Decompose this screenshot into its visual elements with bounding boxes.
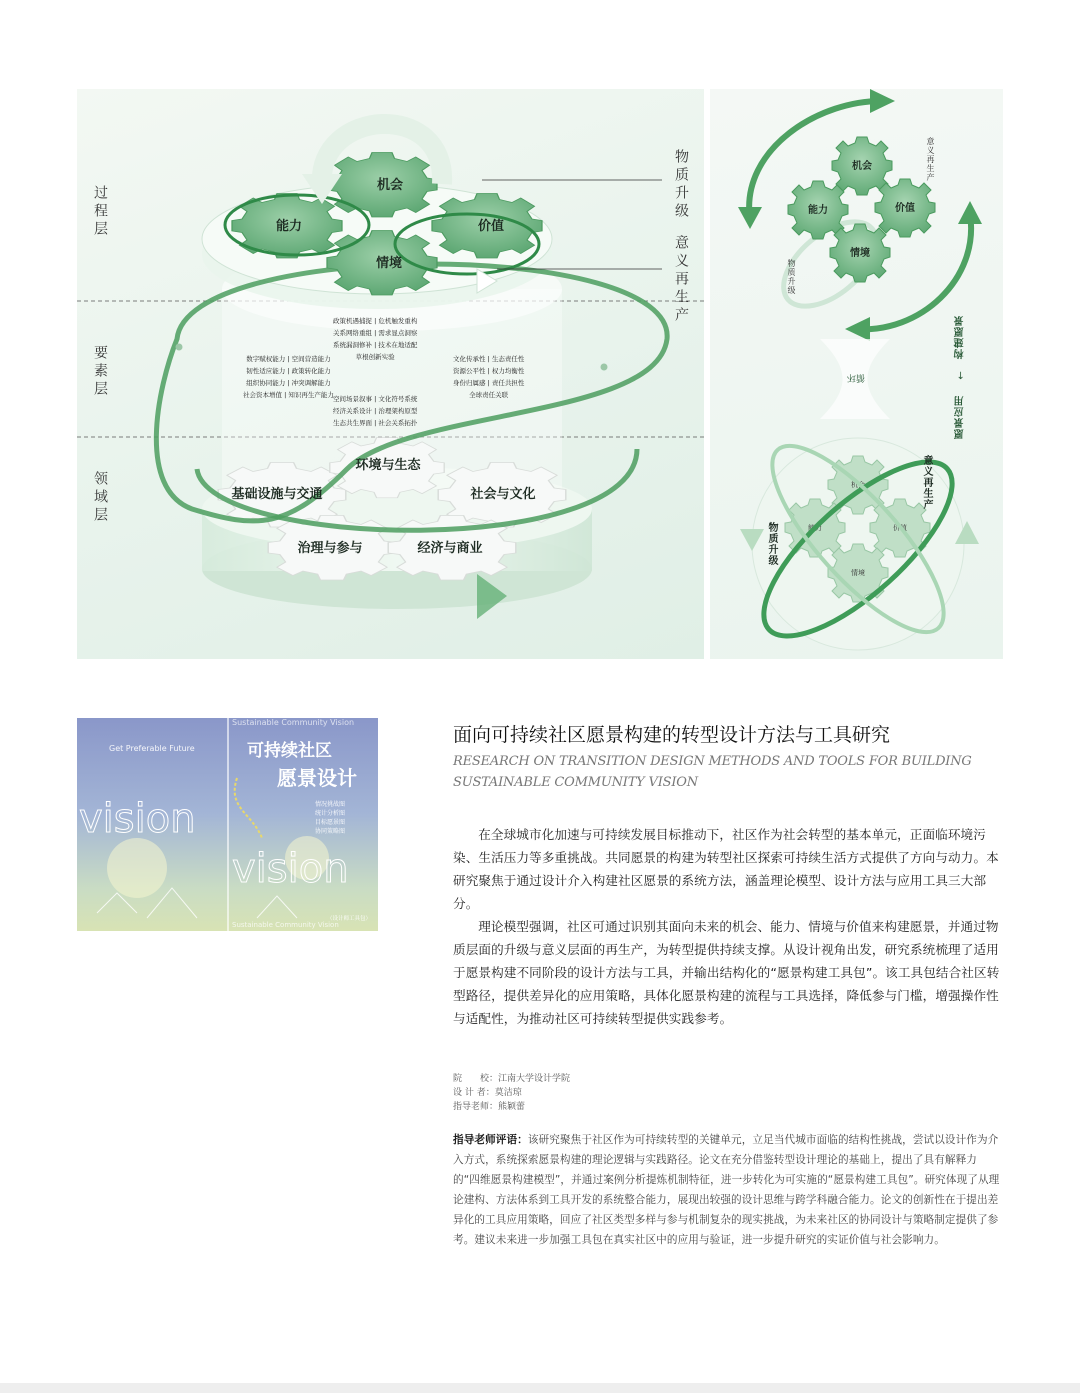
cycle-gear-context: 情境 xyxy=(850,248,870,259)
domain-label-society-culture: 社会与文化 xyxy=(470,487,536,502)
abstract-paragraph-1: 在全球城市化加速与可持续发展目标推动下，社区作为社会转型的基本单元，正面临环境污染、生活压力等多重挑战。共同愿景的构建为转型社区探索可持续生活方式提供了方向与动力。本研究聚焦于通过设计介入构建社区愿景的系统方法，涵盖理论模型、设计方法与应用工具三大部分。 xyxy=(453,827,999,911)
poster-title-1: 可持续社区 xyxy=(247,741,332,761)
cycle-gear-opportunity: 机会 xyxy=(852,161,872,172)
gear-label-context: 情境 xyxy=(375,256,403,271)
meta-designer: 设 计 者：莫洁琼 xyxy=(453,1088,522,1098)
domain-label-governance: 治理与参与 xyxy=(297,541,363,556)
meta-school: 院 校：江南大学设计学院 xyxy=(453,1074,571,1084)
cycle-gear-capability: 能力 xyxy=(808,205,828,216)
gear-label-opportunity: 机会 xyxy=(376,178,404,193)
elements-right: 文化传承性 | 生态责任性 资源公平性 | 权力均衡性 身份归属感 | 责任共担性 全球责任关联 xyxy=(453,355,525,399)
poster-word-right: vision xyxy=(232,846,349,892)
elements-top: 政策机遇捕捉 | 危机触发重构 关系网络重组 | 需求显点洞察 系统漏洞修补 | 技术在地适配 草根创新实验 xyxy=(333,317,418,361)
side-label-meaning-reproduction: 意义再生产 xyxy=(673,235,689,325)
cycle-diagram-panel xyxy=(710,89,1003,659)
advisor-comment-text: 该研究聚焦于社区作为可持续转型的关键单元，立足当代城市面临的结构性挑战，尝试以设计作为介入方式，系统探索愿景构建的理论逻辑与实践路径。论文在充分借鉴转型设计理论的基础上，提出了具有解释力的“四维愿景构建模型”，并通过案例分析提炼机制特征，进一步转化为可实施的“愿景构建工具包”。研究体现了从理论建构、方法体系到工具开发的系统整合能力，展现出较强的设计思维与跨学科融合能力。论文的创新性在于提出差异化的工具应用策略，回应了社区类型多样与参与机制复杂的现实挑战，为未来社区的协同设计与策略制定提供了参考。建议未来进一步加强工具包在真实社区中的应用与验证，进一步提升研究的实证价值与社会影响力。 xyxy=(453,1134,1000,1246)
poster-tagline: Get Preferable Future xyxy=(109,744,195,753)
sphere-label-meaning: 意义再生产 xyxy=(921,455,932,510)
abstract-paragraph-2: 理论模型强调，社区可通过识别其面向未来的机会、能力、情境与价值来构建愿景，并通过物质层面的升级与意义层面的再生产，为转型提供持续支撑。从设计视角出发，研究系统梳理了适用于愿景构建不同阶段的设计方法与工具，并输出结构化的“愿景构建工具包”。该工具包结合社区转型路径，提供差异化的应用策略，具体化愿景构建的流程与工具选择，降低参与门槛，增强操作性与适配性，为推动社区可持续转型提供实践参考。 xyxy=(453,919,1000,1026)
sphere-gear-value: 价值 xyxy=(893,524,907,532)
elements-left: 数字赋权能力 | 空间营造能力 韧性适应能力 | 政策转化能力 组织协同能力 | 冲突调解能力 社会资本增值 | 知识再生产能力 xyxy=(243,355,334,399)
domain-label-infrastructure: 基础设施与交通 xyxy=(231,487,323,502)
layer-label-domain: 领域层 xyxy=(92,471,108,525)
layer-label-process: 过程层 xyxy=(92,185,108,239)
poster-top-banner: Sustainable Community Vision xyxy=(232,718,355,727)
poster-bottom-banner: Sustainable Community Vision xyxy=(232,921,339,929)
poster-list: 情况挑战图 统计分析图 目标愿景图 协同策略图 xyxy=(315,801,346,835)
sphere-gear-capability: 能力 xyxy=(808,524,822,532)
cycle-top-label-material: 物质升级 xyxy=(787,259,796,295)
sphere-gear-opportunity: 机会 xyxy=(851,481,865,489)
cycle-top-label-meaning: 意义再生产 xyxy=(926,137,935,182)
domain-label-economy: 经济与商业 xyxy=(417,541,483,556)
toolkit-poster-image xyxy=(77,718,378,931)
arrow-right-icon: → xyxy=(954,371,966,380)
meta-advisor: 指导老师：熊颖蕾 xyxy=(453,1102,526,1112)
advisor-comment xyxy=(453,1130,1003,1250)
label-build-vision: 构建愿景 xyxy=(955,315,966,359)
sphere-gear-context: 情境 xyxy=(851,569,865,577)
domain-label-environment: 环境与生态 xyxy=(355,458,421,473)
layer-label-element: 要素层 xyxy=(92,345,108,399)
side-label-material-upgrade: 物质升级 xyxy=(673,149,689,221)
project-meta xyxy=(453,1072,570,1114)
sphere-label-material: 物质升级 xyxy=(766,522,777,566)
poster-word-left: vision xyxy=(79,796,196,842)
article-title-cn: 面向可持续社区愿景构建的转型设计方法与工具研究 xyxy=(453,724,891,746)
label-cycle: 循环 xyxy=(847,372,866,382)
gear-label-capability: 能力 xyxy=(275,219,303,234)
poster-title-2: 愿景设计 xyxy=(277,766,357,790)
cycle-gear-value: 价值 xyxy=(895,203,915,214)
elements-bottom: 空间场景叙事 | 文化符号系统 经济关系设计 | 治理架构原型 生态共生界面 | 社会关系拓扑 xyxy=(333,395,418,427)
poster-footer-note: （设计师工具包） xyxy=(327,916,372,922)
gear-label-value: 价值 xyxy=(477,219,505,234)
model-diagram-panel xyxy=(77,89,704,659)
model-diagram-svg xyxy=(77,89,704,659)
article-title-en: RESEARCH ON TRANSITION DESIGN METHODS AND TOOLS FOR BUILDING SUSTAINABLE COMMUNITY VISION xyxy=(453,754,972,790)
advisor-comment-label: 指导老师评语： xyxy=(453,1134,528,1146)
label-apply-vision: 愿景应用 xyxy=(955,395,966,439)
page-bottom-bar xyxy=(0,1383,1080,1393)
